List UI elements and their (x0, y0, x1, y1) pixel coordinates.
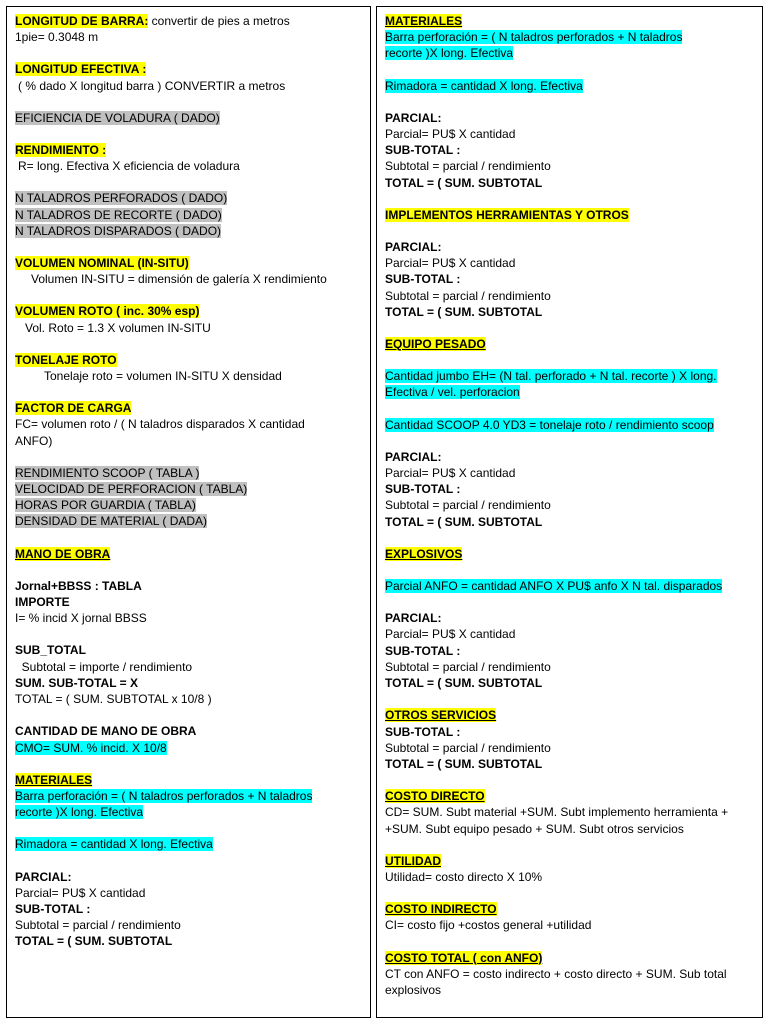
taladros-disparados: N TALADROS DISPARADOS ( DADO) (15, 223, 222, 238)
volumen-roto-formula: Vol. Roto = 1.3 X volumen IN-SITU (25, 320, 211, 335)
materiales-right-title: MATERIALES (385, 14, 463, 28)
equipo-total: TOTAL = ( SUM. SUBTOTAL (385, 514, 543, 529)
materiales-left-total: TOTAL = ( SUM. SUBTOTAL (15, 934, 173, 949)
utilidad-title: UTILIDAD (385, 853, 441, 868)
materiales-right-subtotal-label: SUB-TOTAL : (385, 143, 461, 158)
costo-directo-formula-1: CD= SUM. Subt material +SUM. Subt implemento herramienta + (385, 805, 729, 820)
materiales-left-barra-1: Barra perforación = ( N taladros perforados + N taladros (15, 788, 313, 803)
costo-indirecto-title: COSTO INDIRECTO (385, 902, 497, 917)
factor-carga-formula-1: FC= volumen roto / ( N taladros disparados X cantidad (15, 417, 305, 432)
materiales-right-total: TOTAL = ( SUM. SUBTOTAL (385, 175, 543, 190)
longitud-barra-block (15, 13, 362, 45)
implementos-total: TOTAL = ( SUM. SUBTOTAL (385, 304, 543, 319)
otros-subtotal-formula: Subtotal = parcial / rendimiento (385, 740, 551, 755)
equipo-subtotal-formula: Subtotal = parcial / rendimiento (385, 498, 551, 513)
explosivos-parcial-label: PARCIAL: (385, 611, 442, 626)
velocidad-perforacion: VELOCIDAD DE PERFORACION ( TABLA) (15, 482, 248, 497)
implementos-parcial-formula: Parcial= PU$ X cantidad (385, 256, 516, 271)
materiales-right-block (385, 13, 754, 191)
mano-obra-block (15, 546, 362, 756)
costo-total-formula-2: explosivos (385, 982, 442, 997)
rendimiento-title: RENDIMIENTO : (15, 143, 107, 158)
explosivos-total: TOTAL = ( SUM. SUBTOTAL (385, 676, 543, 691)
materiales-right-rimadora: Rimadora = cantidad X long. Efectiva (385, 78, 583, 93)
tonelaje-roto-formula: Tonelaje roto = volumen IN-SITU X densidad (44, 369, 282, 384)
materiales-right-subtotal-formula: Subtotal = parcial / rendimiento (385, 159, 551, 174)
otros-servicios-title: OTROS SERVICIOS (385, 708, 497, 723)
implementos-title: IMPLEMENTOS HERRAMIENTAS Y OTROS (385, 207, 629, 222)
longitud-barra-title: LONGITUD DE BARRA: (15, 14, 149, 28)
sum-subtotal: SUM. SUB-TOTAL = X (15, 675, 139, 690)
explosivos-subtotal-label: SUB-TOTAL : (385, 643, 461, 658)
materiales-left-block (15, 772, 362, 950)
densidad-material: DENSIDAD DE MATERIAL ( DADA) (15, 514, 208, 529)
materiales-right-barra-2: recorte )X long. Efectiva (385, 46, 514, 61)
equipo-subtotal-label: SUB-TOTAL : (385, 482, 461, 497)
taladros-recorte: N TALADROS DE RECORTE ( DADO) (15, 207, 222, 222)
otros-total: TOTAL = ( SUM. SUBTOTAL (385, 756, 543, 771)
taladros-block (15, 190, 362, 239)
volumen-roto-block (15, 303, 362, 335)
tablas-block (15, 465, 362, 530)
equipo-pesado-title: EQUIPO PESADO (385, 337, 486, 352)
jornal-bbss: Jornal+BBSS : TABLA (15, 578, 142, 593)
tonelaje-roto-block (15, 352, 362, 384)
cmo-formula: CMO= SUM. % incid. X 10/8 (15, 740, 167, 755)
anfo-formula: Parcial ANFO = cantidad ANFO X PU$ anfo X N tal. disparados (385, 579, 723, 594)
factor-carga-title: FACTOR DE CARGA (15, 401, 132, 416)
costo-indirecto-block (385, 901, 754, 933)
materiales-left-parcial-label: PARCIAL: (15, 869, 72, 884)
costo-total-block (385, 950, 754, 999)
scoop-formula: Cantidad SCOOP 4.0 YD3 = tonelaje roto / rendimiento scoop (385, 417, 714, 432)
longitud-barra-desc: convertir de pies a metros (148, 14, 290, 28)
volumen-roto-title: VOLUMEN ROTO ( inc. 30% esp) (15, 304, 200, 319)
otros-subtotal-label: SUB-TOTAL : (385, 724, 461, 739)
explosivos-parcial-formula: Parcial= PU$ X cantidad (385, 627, 516, 642)
utilidad-block (385, 853, 754, 885)
factor-carga-formula-2: ANFO) (15, 433, 53, 448)
equipo-parcial-label: PARCIAL: (385, 449, 442, 464)
materiales-left-rimadora: Rimadora = cantidad X long. Efectiva (15, 837, 213, 852)
materiales-left-subtotal-formula: Subtotal = parcial / rendimiento (15, 918, 181, 933)
implementos-subtotal-label: SUB-TOTAL : (385, 272, 461, 287)
otros-servicios-block (385, 707, 754, 772)
implementos-block (385, 207, 754, 320)
implementos-subtotal-formula: Subtotal = parcial / rendimiento (385, 288, 551, 303)
equipo-parcial-formula: Parcial= PU$ X cantidad (385, 466, 516, 481)
volumen-nominal-block (15, 255, 362, 287)
sub-total-label: SUB_TOTAL (15, 643, 86, 658)
left-column (6, 6, 371, 1018)
equipo-pesado-block (385, 336, 754, 530)
explosivos-title: EXPLOSIVOS (385, 546, 463, 561)
longitud-efectiva-formula: ( % dado X longitud barra ) CONVERTIR a metros (18, 78, 286, 93)
taladros-perforados: N TALADROS PERFORADOS ( DADO) (15, 191, 228, 206)
jumbo-formula-2: Efectiva / vel. perforacion (385, 385, 520, 400)
mano-obra-title: MANO DE OBRA (15, 546, 111, 561)
importe-label: IMPORTE (15, 595, 70, 610)
longitud-efectiva-block (15, 61, 362, 93)
costo-directo-title: COSTO DIRECTO (385, 789, 485, 804)
materiales-right-barra-1: Barra perforación = ( N taladros perforados + N taladros (385, 30, 683, 45)
materiales-left-parcial-formula: Parcial= PU$ X cantidad (15, 885, 146, 900)
costo-directo-block (385, 788, 754, 837)
factor-carga-block (15, 400, 362, 449)
importe-formula: I= % incid X jornal BBSS (15, 611, 147, 626)
longitud-barra-factor: 1pie= 0.3048 m (15, 30, 99, 45)
utilidad-formula: Utilidad= costo directo X 10% (385, 869, 543, 884)
mano-obra-total: TOTAL = ( SUM. SUBTOTAL x 10/8 ) (15, 692, 212, 707)
materiales-left-title: MATERIALES (15, 772, 93, 787)
longitud-efectiva-title: LONGITUD EFECTIVA : (15, 62, 147, 77)
materiales-left-subtotal-label: SUB-TOTAL : (15, 901, 91, 916)
materiales-right-parcial-label: PARCIAL: (385, 110, 442, 125)
eficiencia-block (15, 110, 362, 126)
explosivos-block (385, 546, 754, 691)
cantidad-mano-obra-title: CANTIDAD DE MANO DE OBRA (15, 724, 197, 739)
materiales-right-parcial-formula: Parcial= PU$ X cantidad (385, 127, 516, 142)
rendimiento-block (15, 142, 362, 174)
eficiencia-voladura: EFICIENCIA DE VOLADURA ( DADO) (15, 110, 220, 125)
costo-total-title: COSTO TOTAL ( con ANFO) (385, 950, 543, 965)
volumen-nominal-title: VOLUMEN NOMINAL (IN-SITU) (15, 256, 189, 271)
implementos-parcial-label: PARCIAL: (385, 240, 442, 255)
rendimiento-scoop: RENDIMIENTO SCOOP ( TABLA ) (15, 465, 200, 480)
costo-indirecto-formula: CI= costo fijo +costos general +utilidad (385, 918, 592, 933)
rendimiento-formula: R= long. Efectiva X eficiencia de voladura (18, 159, 240, 174)
volumen-nominal-formula: Volumen IN-SITU = dimensión de galería X rendimiento (31, 272, 327, 287)
mano-obra-subtotal-formula: Subtotal = importe / rendimiento (15, 659, 193, 674)
jumbo-formula-1: Cantidad jumbo EH= (N tal. perforado + N tal. recorte ) X long. (385, 369, 717, 384)
materiales-left-barra-2: recorte )X long. Efectiva (15, 805, 144, 820)
costo-total-formula-1: CT con ANFO = costo indirecto + costo directo + SUM. Sub total (385, 966, 727, 981)
costo-directo-formula-2: +SUM. Subt equipo pesado + SUM. Subt otros servicios (385, 821, 684, 836)
explosivos-subtotal-formula: Subtotal = parcial / rendimiento (385, 659, 551, 674)
tonelaje-roto-title: TONELAJE ROTO (15, 352, 117, 367)
horas-por-guardia: HORAS POR GUARDIA ( TABLA) (15, 498, 196, 513)
right-column (376, 6, 763, 1018)
